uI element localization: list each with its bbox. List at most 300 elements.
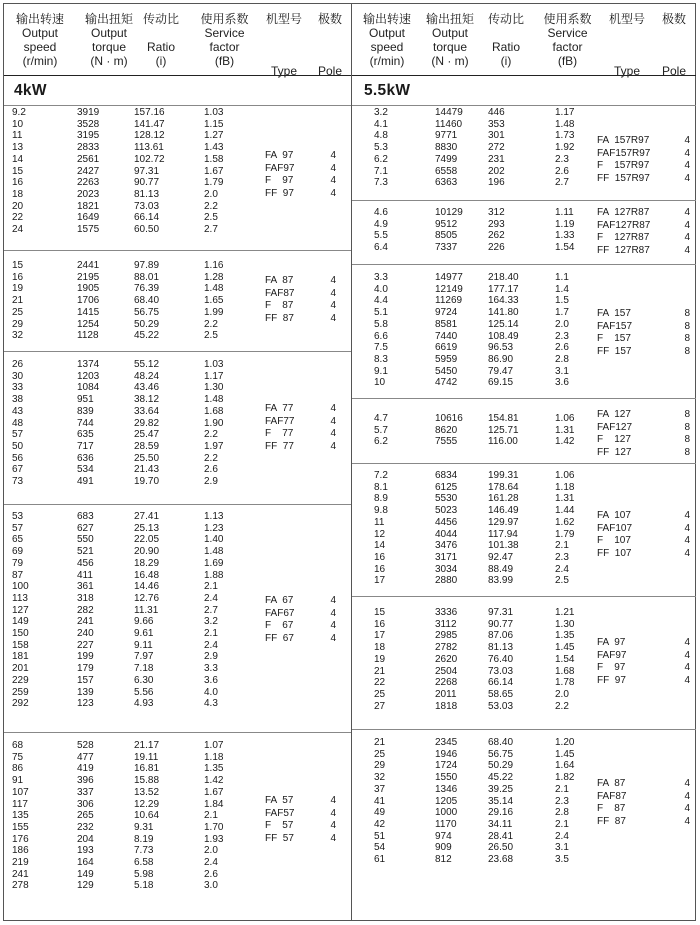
type-label: FAF97: [265, 162, 295, 174]
table-row: [352, 307, 592, 319]
service-factor-cell: 2.5: [204, 212, 218, 224]
service-factor-cell: 2.9: [204, 651, 218, 663]
ratio-cell: 53.03: [488, 700, 514, 712]
pole-value: 4: [684, 219, 690, 231]
ratio-cell: 218.40: [488, 272, 519, 283]
header-en: Type: [613, 64, 640, 78]
speed-cell: 14: [12, 153, 24, 165]
torque-cell: 1128: [77, 330, 99, 342]
service-factor-cell: 2.0: [204, 188, 218, 200]
type-label: FF 157R97: [597, 172, 650, 184]
table-row: [4, 675, 244, 687]
type-label: FA 67: [265, 595, 294, 606]
ratio-cell: 7.97: [134, 651, 154, 663]
table-row: [4, 558, 244, 570]
ratio-cell: 90.77: [134, 177, 160, 189]
service-factor-cell: 1.30: [555, 618, 575, 630]
service-factor-cell: 1.73: [555, 130, 575, 142]
table-row: [4, 534, 244, 546]
torque-cell: 7499: [435, 153, 458, 165]
torque-cell: 5530: [435, 493, 458, 505]
service-factor-cell: 1.44: [555, 505, 575, 517]
service-factor-cell: 2.1: [555, 818, 569, 830]
type-label: FAF157: [597, 320, 633, 332]
ratio-cell: 97.31: [134, 165, 160, 177]
ratio-cell: 97.89: [134, 260, 160, 271]
torque-cell: 8505: [435, 230, 458, 242]
pole-value: 4: [330, 300, 336, 311]
ratio-cell: 68.40: [488, 737, 514, 748]
header-en: speed: [23, 40, 57, 54]
speed-cell: 25: [12, 306, 24, 318]
pole-value: 4: [330, 403, 336, 414]
speed-cell: 30: [12, 370, 24, 382]
service-factor-cell: 1.97: [204, 440, 224, 452]
service-factor-cell: 1.99: [204, 306, 224, 318]
torque-cell: 227: [77, 639, 94, 651]
torque-cell: 204: [77, 833, 94, 845]
power-label: 5.5kW: [364, 82, 411, 99]
service-factor-cell: 3.6: [555, 377, 569, 389]
ratio-cell: 66.14: [134, 212, 160, 224]
service-factor-cell: 2.5: [555, 575, 569, 587]
torque-cell: 717: [77, 440, 94, 452]
table-row: [352, 796, 592, 808]
ratio-cell: 10.64: [134, 810, 160, 822]
type-label: FAF67: [265, 607, 295, 619]
header-en: Output: [90, 26, 128, 40]
pole-value: 4: [684, 244, 690, 256]
type-label: F 157R97: [597, 160, 650, 171]
table-row: [352, 552, 592, 564]
column-5-5kw: [351, 4, 696, 920]
ratio-cell: 293: [488, 218, 505, 230]
table-row: [4, 394, 244, 406]
table-row: [4, 799, 244, 811]
ratio-cell: 38.12: [134, 394, 160, 406]
header-cn: 输出扭矩: [425, 12, 474, 26]
service-factor-cell: 2.2: [204, 429, 218, 441]
table-row: [352, 772, 592, 784]
ratio-cell: 178.64: [488, 481, 519, 493]
speed-cell: 29: [374, 760, 386, 772]
pole-value: 8: [684, 446, 690, 458]
table-row: [4, 330, 244, 342]
ratio-cell: 28.59: [134, 440, 160, 452]
ratio-cell: 79.47: [488, 365, 514, 377]
speed-cell: 10: [12, 118, 24, 130]
ratio-cell: 5.18: [134, 880, 154, 892]
ratio-cell: 13.52: [134, 786, 160, 798]
speed-cell: 7.2: [374, 470, 388, 481]
speed-cell: 29: [12, 318, 24, 330]
table-row: [352, 831, 592, 843]
torque-cell: 1084: [77, 382, 100, 394]
group-divider: [352, 264, 696, 265]
power-label: 4kW: [14, 82, 47, 99]
ratio-cell: 202: [488, 165, 505, 177]
ratio-cell: 68.40: [134, 295, 160, 307]
service-factor-cell: 1.45: [555, 642, 575, 654]
torque-cell: 10129: [435, 207, 463, 218]
header-cell: [10, 12, 70, 68]
service-factor-cell: 1.48: [204, 394, 224, 406]
group-divider: [4, 504, 351, 505]
table-row: [4, 523, 244, 535]
speed-cell: 219: [12, 857, 29, 868]
torque-cell: 123: [77, 698, 94, 710]
torque-cell: 199: [77, 651, 94, 663]
torque-cell: 149: [77, 868, 94, 880]
group-divider: [4, 250, 351, 251]
torque-cell: 534: [77, 464, 94, 476]
table-row: [352, 737, 592, 749]
table-row: [4, 834, 244, 846]
table-row: [4, 382, 244, 394]
group-divider: [352, 200, 696, 201]
torque-cell: 2620: [435, 653, 458, 665]
type-label: F 97: [265, 175, 294, 186]
speed-cell: 57: [12, 522, 24, 534]
ratio-cell: 92.47: [488, 551, 514, 563]
ratio-cell: 5.56: [134, 686, 154, 698]
torque-cell: 265: [77, 810, 94, 822]
service-factor-cell: 2.9: [204, 476, 218, 487]
torque-cell: 2427: [77, 165, 100, 177]
speed-cell: 18: [374, 642, 386, 654]
speed-cell: 19: [374, 653, 386, 665]
speed-cell: 135: [12, 810, 29, 822]
table-row: [4, 581, 244, 593]
type-label: FA 127R87: [597, 207, 650, 218]
service-factor-cell: 1.30: [204, 382, 224, 394]
speed-cell: 8.1: [374, 481, 388, 493]
speed-cell: 32: [374, 772, 386, 784]
speed-cell: 49: [374, 807, 386, 819]
type-label: FA 127: [597, 409, 631, 420]
torque-cell: 179: [77, 663, 94, 675]
speed-cell: 33: [12, 382, 24, 394]
speed-cell: 5.3: [374, 142, 388, 154]
ratio-cell: 34.11: [488, 818, 513, 830]
pole-value: 4: [330, 795, 336, 806]
table-row: [4, 775, 244, 787]
torque-cell: 164: [77, 857, 94, 868]
table-header: [4, 4, 351, 76]
speed-cell: 57: [12, 429, 24, 441]
type-label: FA 157R97: [597, 135, 650, 146]
pole-value: 8: [684, 320, 690, 332]
header-cell: [657, 12, 691, 78]
speed-cell: 22: [12, 212, 24, 224]
header-en: torque: [432, 40, 468, 54]
header-en: Pole: [317, 64, 343, 78]
service-factor-cell: 1.13: [204, 511, 224, 522]
table-row: [352, 230, 592, 242]
table-row: [4, 651, 244, 663]
ratio-cell: 23.68: [488, 854, 514, 865]
torque-cell: 2268: [435, 677, 458, 689]
ratio-cell: 25.50: [134, 452, 160, 464]
type-label: F 127: [597, 434, 631, 445]
ratio-cell: 81.13: [134, 188, 160, 200]
table-row: [352, 219, 592, 231]
group-divider: [352, 463, 696, 464]
speed-cell: 21: [374, 665, 386, 677]
table-row: [4, 476, 244, 488]
ratio-cell: 76.40: [488, 653, 514, 665]
header-cn: 极数: [317, 12, 342, 26]
torque-cell: 10616: [435, 413, 463, 424]
torque-cell: 193: [77, 845, 94, 857]
pole-value: 4: [684, 147, 690, 159]
ratio-cell: 116.00: [488, 436, 518, 448]
ratio-cell: 19.70: [134, 476, 160, 487]
header-en: torque: [91, 40, 127, 54]
service-factor-cell: 1.18: [204, 751, 224, 763]
ratio-cell: 83.99: [488, 575, 514, 587]
speed-cell: 5.5: [374, 230, 388, 242]
table-row: [352, 166, 592, 178]
speed-cell: 65: [12, 534, 24, 546]
torque-cell: 839: [77, 405, 94, 417]
service-factor-cell: 1.68: [555, 665, 575, 677]
ratio-cell: 272: [488, 142, 505, 154]
torque-cell: 456: [77, 557, 94, 569]
type-label: FA 107: [597, 510, 631, 521]
pole-value: 4: [684, 815, 690, 827]
pole-value: 4: [684, 510, 690, 521]
table-row: [352, 540, 592, 552]
catalog-sheet: [3, 3, 696, 921]
service-factor-cell: 4.0: [204, 686, 218, 698]
service-factor-cell: 1.65: [204, 295, 224, 307]
service-factor-cell: 1.82: [555, 772, 575, 784]
speed-cell: 3.3: [374, 272, 388, 283]
service-factor-cell: 2.8: [555, 807, 569, 819]
speed-cell: 41: [374, 795, 386, 807]
header-cell: [79, 12, 139, 68]
pole-value: 4: [330, 428, 336, 439]
torque-cell: 2345: [435, 737, 458, 748]
ratio-cell: 87.06: [488, 630, 514, 642]
table-row: [352, 242, 592, 254]
header-cell: [257, 12, 311, 78]
ratio-cell: 21.17: [134, 740, 160, 751]
service-factor-cell: 3.2: [204, 616, 218, 628]
table-row: [352, 482, 592, 494]
torque-cell: 2561: [77, 153, 100, 165]
header-en: factor: [552, 40, 583, 54]
table-row: [4, 787, 244, 799]
ratio-cell: 301: [488, 130, 505, 142]
service-factor-cell: 1.79: [204, 177, 224, 189]
table-row: [352, 207, 592, 219]
service-factor-cell: 3.1: [555, 365, 569, 377]
table-row: [352, 284, 592, 296]
pole-value: 4: [684, 547, 690, 559]
service-factor-cell: 2.2: [204, 452, 218, 464]
ratio-cell: 56.75: [488, 748, 514, 760]
type-label: FF 157: [597, 345, 632, 357]
service-factor-cell: 1.06: [555, 413, 575, 424]
service-factor-cell: 2.1: [204, 628, 218, 639]
group-divider: [4, 732, 351, 733]
torque-cell: 1946: [435, 748, 458, 760]
service-factor-cell: 1.54: [555, 242, 575, 254]
ratio-cell: 50.29: [488, 760, 514, 772]
header-en: Ratio: [146, 40, 175, 54]
speed-cell: 27: [374, 700, 386, 712]
table-header: [352, 4, 696, 76]
table-row: [4, 295, 244, 307]
service-factor-cell: 1.70: [204, 821, 224, 833]
header-en: speed: [370, 40, 404, 54]
ratio-cell: 353: [488, 118, 505, 130]
torque-cell: 1203: [77, 370, 100, 382]
table-row: [352, 272, 592, 284]
torque-cell: 9724: [435, 307, 458, 319]
speed-cell: 15: [374, 607, 386, 618]
service-factor-cell: 1.93: [204, 833, 224, 845]
torque-cell: 974: [435, 830, 452, 842]
service-factor-cell: 2.4: [204, 639, 218, 651]
table-row: [4, 605, 244, 617]
torque-cell: 8830: [435, 142, 458, 154]
torque-cell: 337: [77, 786, 94, 798]
ratio-cell: 12.76: [134, 592, 160, 604]
ratio-cell: 196: [488, 177, 505, 189]
type-label: FA 57: [265, 795, 294, 806]
pole-value: 4: [684, 522, 690, 534]
group-divider: [4, 105, 351, 106]
ratio-cell: 6.58: [134, 857, 154, 868]
pole-value: 4: [330, 175, 336, 186]
ratio-cell: 81.13: [488, 642, 514, 654]
speed-cell: 201: [12, 663, 29, 675]
torque-cell: 419: [77, 763, 94, 775]
ratio-cell: 88.49: [488, 563, 514, 575]
header-en: Output: [368, 26, 406, 40]
service-factor-cell: 3.6: [204, 674, 218, 686]
torque-cell: 1170: [435, 818, 457, 830]
torque-cell: 1649: [77, 212, 100, 224]
header-cell: [197, 12, 252, 68]
table-row: [4, 593, 244, 605]
table-row: [4, 822, 244, 834]
service-factor-cell: 1.90: [204, 417, 224, 429]
group-divider: [352, 398, 696, 399]
service-factor-cell: 1.69: [204, 557, 224, 569]
ratio-cell: 45.22: [134, 330, 160, 342]
ratio-cell: 48.24: [134, 370, 160, 382]
table-row: [4, 283, 244, 295]
ratio-cell: 5.98: [134, 868, 154, 880]
service-factor-cell: 1.42: [204, 775, 224, 787]
speed-cell: 21: [374, 737, 386, 748]
table-row: [4, 616, 244, 628]
torque-cell: 6125: [435, 481, 458, 493]
ratio-cell: 19.11: [134, 751, 159, 763]
service-factor-cell: 2.6: [555, 165, 569, 177]
header-cell: [600, 12, 654, 78]
service-factor-cell: 2.2: [555, 700, 569, 712]
type-label: FA 97: [265, 150, 294, 161]
table-row: [352, 701, 592, 713]
header-en: [600, 40, 654, 54]
table-row: [4, 189, 244, 201]
header-cell: [486, 12, 526, 68]
ratio-cell: 88.01: [134, 271, 160, 283]
service-factor-cell: 2.6: [204, 464, 218, 476]
service-factor-cell: 2.4: [555, 563, 569, 575]
ratio-cell: 14.46: [134, 581, 160, 593]
table-row: [352, 142, 592, 154]
service-factor-cell: 1.28: [204, 271, 224, 283]
speed-cell: 16: [374, 551, 386, 563]
speed-cell: 11: [12, 130, 23, 142]
ratio-cell: 73.03: [134, 200, 160, 212]
ratio-cell: 86.90: [488, 353, 514, 365]
table-row: [4, 740, 244, 752]
table-row: [4, 371, 244, 383]
header-cn: 传动比: [487, 12, 524, 26]
service-factor-cell: 2.2: [204, 318, 218, 330]
speed-cell: 10: [374, 377, 386, 389]
service-factor-cell: 1.35: [204, 763, 224, 775]
header-en: (i): [500, 54, 512, 68]
torque-cell: 2263: [77, 177, 100, 189]
service-factor-cell: 2.1: [555, 783, 569, 795]
table-row: [352, 413, 592, 425]
header-en: factor: [209, 40, 240, 54]
speed-cell: 37: [374, 783, 386, 795]
torque-cell: 7440: [435, 330, 458, 342]
torque-cell: 1415: [77, 306, 100, 318]
table-row: [352, 807, 592, 819]
pole-value: 4: [330, 287, 336, 299]
type-label: F 107: [597, 535, 631, 546]
header-cell: [137, 12, 185, 68]
table-row: [352, 819, 592, 831]
pole-value: 8: [684, 333, 690, 344]
pole-value: 4: [330, 832, 336, 844]
table-row: [352, 564, 592, 576]
header-cn: 传动比: [142, 12, 179, 26]
table-row: [352, 749, 592, 761]
table-row: [352, 505, 592, 517]
torque-cell: 3034: [435, 563, 458, 575]
pole-value: 8: [684, 434, 690, 445]
service-factor-cell: 2.5: [204, 330, 218, 342]
ratio-cell: 15.88: [134, 775, 160, 787]
speed-cell: 4.8: [374, 130, 388, 142]
pole-value: 8: [684, 421, 690, 433]
pole-value: 4: [330, 607, 336, 619]
ratio-cell: 96.53: [488, 342, 514, 354]
speed-cell: 56: [12, 452, 24, 464]
type-label: FF 127: [597, 446, 632, 458]
header-en: Pole: [661, 64, 687, 78]
service-factor-cell: 1.67: [204, 786, 224, 798]
service-factor-cell: 2.2: [204, 200, 218, 212]
ratio-cell: 157.16: [134, 107, 165, 118]
torque-cell: 635: [77, 429, 94, 441]
header-en: [657, 26, 691, 40]
header-en: Output: [431, 26, 469, 40]
header-cn: 机型号: [265, 12, 302, 26]
torque-cell: 2023: [77, 188, 100, 200]
